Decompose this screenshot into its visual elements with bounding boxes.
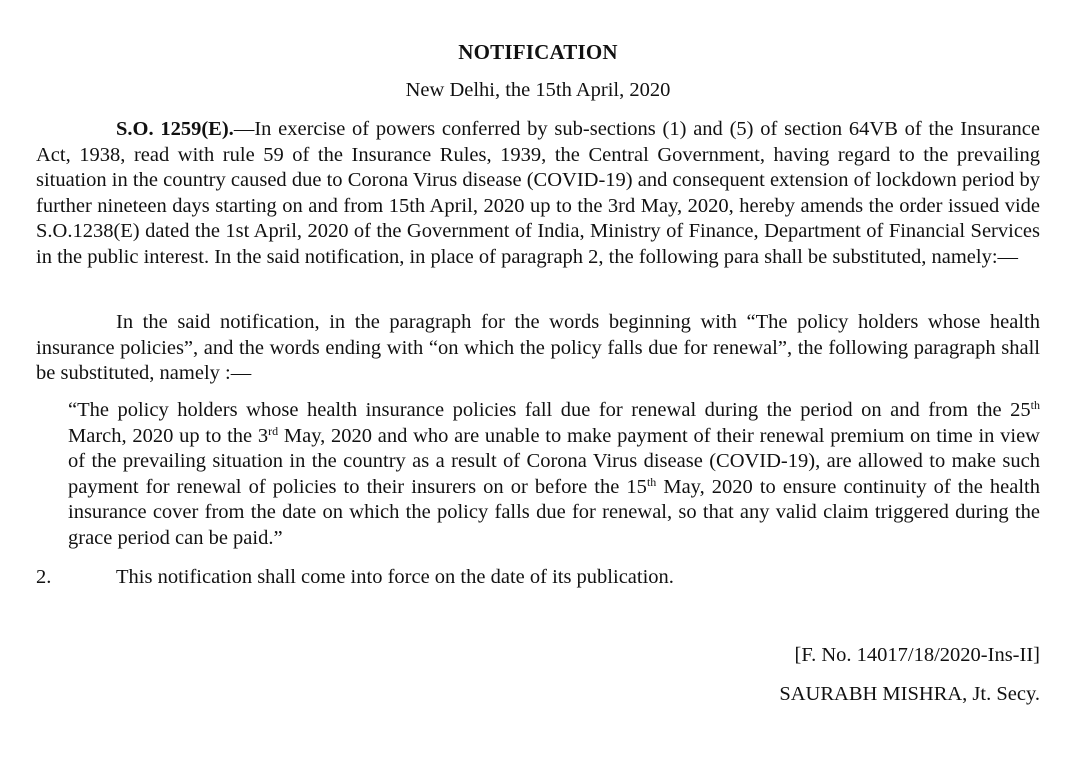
order-body: —In exercise of powers conferred by sub-sections (1) and (5) of section 64VB of the Insurance Act, 1938, read with rule 59 of the Insurance Rules, 1939, the Central Government, having regard to the prevailing situation in the country caused due to Corona Virus disease (COVID-19) and consequent extension of lockdown period by further nineteen days starting on and from 15th April, 2020 up to the 3rd May, 2020, hereby amends the order issued vide S.O.1238(E) dated the 1st April, 2020 of the Government of India, Ministry of Finance, Department of Financial Services in the public interest. In the said notification, in place of paragraph 2, the following para shall be substituted, namely:— [36, 118, 1040, 268]
dateline: New Delhi, the 15th April, 2020 [405, 79, 671, 101]
ordinal-suffix: rd [268, 423, 279, 438]
item-text: This notification shall come into force on the date of its publication. [116, 566, 674, 588]
file-reference: [F. No. 14017/18/2020-Ins-II] [794, 644, 1040, 666]
signatory: SAURABH MISHRA, Jt. Secy. [779, 683, 1040, 705]
item-number: 2. [36, 566, 52, 588]
paragraph-amendment: In the said notification, in the paragraph for the words beginning with “The policy holders whose health insurance policies”, and the words ending with “on which the policy falls due for renewal”, the following paragraph shall be substituted, namely :— [36, 311, 1040, 384]
substituted-paragraph [68, 398, 1040, 551]
quote-text-2: March, 2020 up to the 3 [68, 424, 269, 447]
quote-text-1: “The policy holders whose health insurance policies fall due for renewal during the period on and from the 25 [68, 399, 1031, 421]
ordinal-suffix: th [1030, 398, 1040, 412]
paragraph-order [36, 117, 1040, 270]
document-title: NOTIFICATION [458, 40, 618, 64]
ordinal-suffix: th [646, 474, 657, 489]
order-number: S.O. 1259(E). [116, 118, 234, 140]
quote-text-4: May, 2020 to ensure continuity of the health insurance cover from the date on which the policy falls due for renewal, so that any valid claim triggered during the grace period can be paid.” [68, 475, 1040, 549]
quote-text-3: May, 2020 and who are unable to make payment of their renewal premium on time in view of the prevailing situation in the country as a result of Corona Virus disease (COVID-19), are allowed to make such payment for renewal of policies to their insurers on or before the 15 [68, 424, 1040, 498]
